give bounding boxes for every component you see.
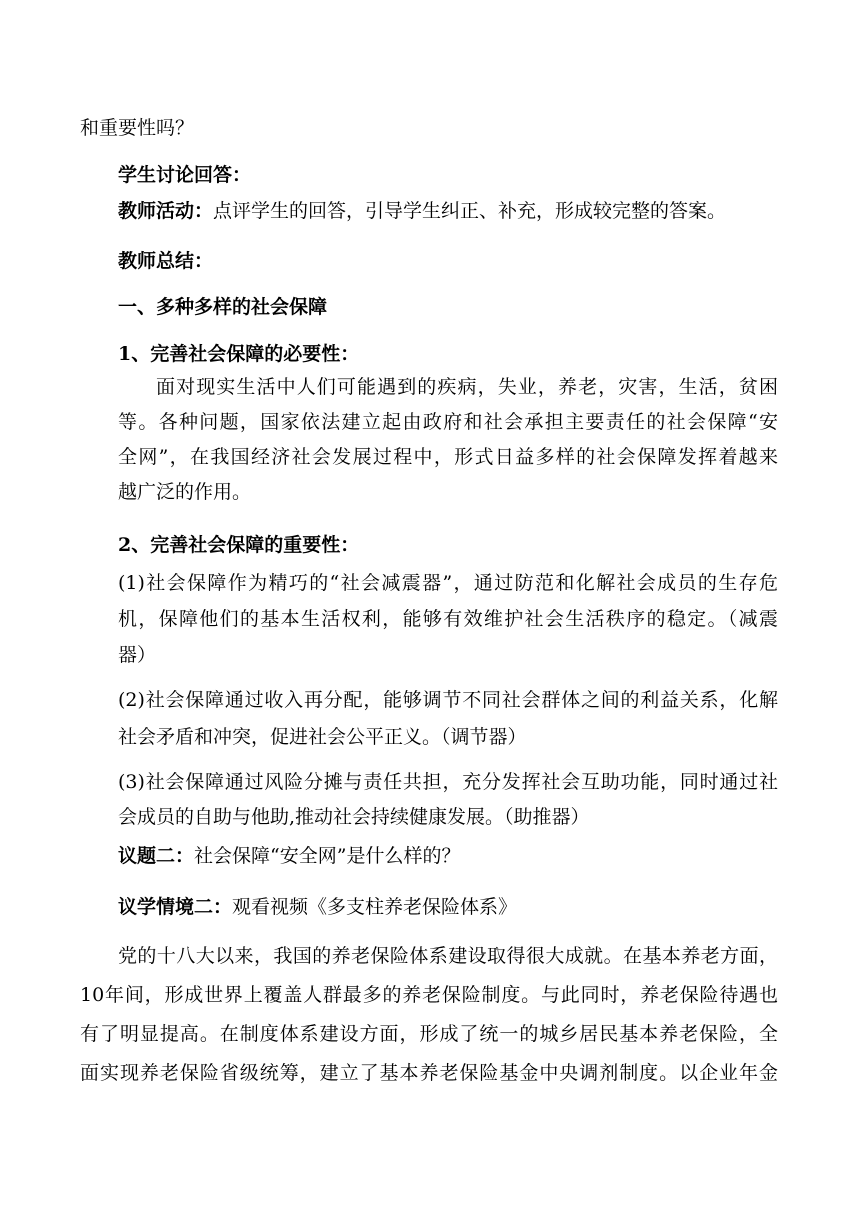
text: 社会保障“安全网”是什么样的？ [194, 845, 461, 867]
text-line: 有了明显提高。在制度体系建设方面，形成了统一的城乡居民基本养老保险，全 [80, 1023, 778, 1045]
text: 观看视频《多支柱养老保险体系》 [232, 896, 518, 918]
text-line: (1)社会保障作为精巧的“社会减震器”，通过防范和化解社会成员的生存危 [118, 572, 778, 594]
section-heading: 一、多种多样的社会保障 [118, 296, 328, 318]
text-line: (2)社会保障通过收入再分配，能够调节不同社会群体之间的利益关系，化解 [118, 689, 778, 711]
label: 教师活动： [118, 200, 214, 222]
text-line: 面对现实生活中人们可能遇到的疾病，失业，养老，灾害，生活，贫困 [156, 376, 778, 398]
text-line: 面实现养老保险省级统筹，建立了基本养老保险基金中央调剂制度。以企业年金 [80, 1062, 778, 1084]
section-heading: 1、完善社会保障的必要性： [118, 343, 360, 365]
text-line: 学生讨论回答： [118, 164, 252, 186]
text-line [118, 842, 460, 870]
text: 点评学生的回答，引导学生纠正、补充，形成较完整的答案。 [213, 200, 727, 222]
section-heading: 2、完善社会保障的重要性： [118, 534, 360, 556]
text-line [118, 197, 726, 225]
text-line: 教师总结： [118, 250, 214, 272]
text-line [118, 893, 517, 921]
label: 议学情境二： [118, 896, 233, 918]
text-line: 全网”，在我国经济社会发展过程中，形式日益多样的社会保障发挥着越来 [118, 446, 778, 468]
text-line: 和重要性吗？ [80, 117, 195, 139]
text-line: 等。各种问题，国家依法建立起由政府和社会承担主要责任的社会保障“安 [118, 411, 778, 433]
text-line: 器） [118, 644, 157, 666]
text-line: 党的十八大以来，我国的养老保险体系建设取得很大成就。在基本养老方面， [118, 945, 778, 967]
text-line: 越广泛的作用。 [118, 481, 252, 503]
label: 议题二： [118, 845, 195, 867]
text-line: 会成员的自助与他助,推动社会持续健康发展。（助推器） [118, 806, 590, 828]
text-line: 社会矛盾和冲突，促进社会公平正义。（调节器） [118, 726, 527, 748]
text-line: 10年间，形成世界上覆盖人群最多的养老保险制度。与此同时，养老保险待遇也 [80, 984, 778, 1006]
text-line: (3)社会保障通过风险分摊与责任共担，充分发挥社会互助功能，同时通过社 [118, 771, 778, 793]
text-line: 机，保障他们的基本生活权利，能够有效维护社会生活秩序的稳定。（减震 [118, 608, 778, 630]
